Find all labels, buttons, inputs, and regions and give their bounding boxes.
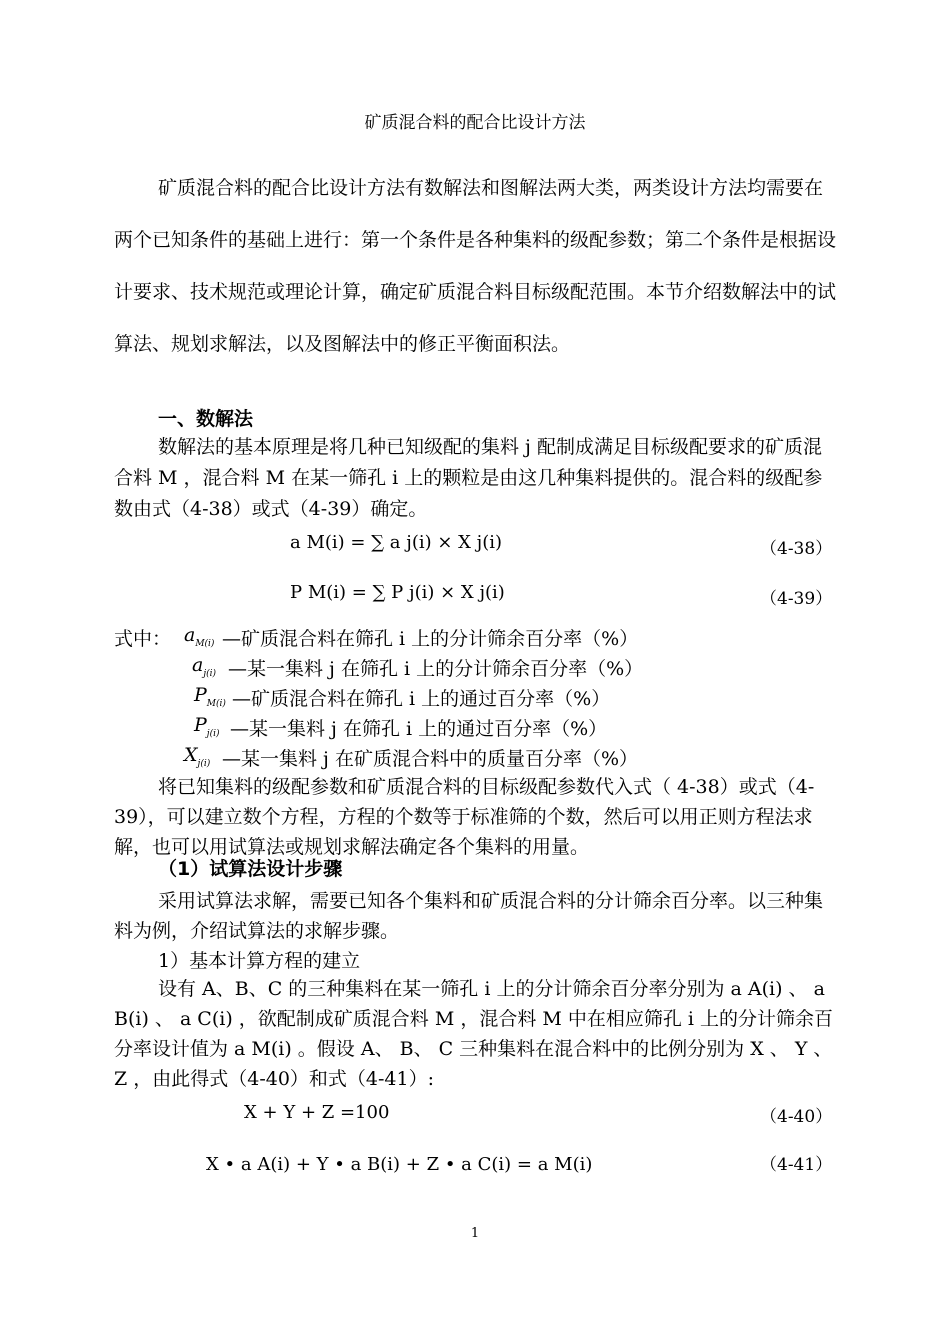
equation-number-4-38: （4-38） xyxy=(760,539,833,559)
definitions-prefix: 式中： xyxy=(114,628,172,650)
definition-symbol-Pji: $P_{j(i)}$ xyxy=(194,714,220,739)
equation-number-4-39: （4-39） xyxy=(760,589,833,609)
equations-paragraph: 将已知集料的级配参数和矿质混合料的目标级配参数代入式（ 4-38）或式（4-39），可以建立数个方程，方程的个数等于标准筛的个数，然后可以用正则方程法求解，也可以用试算法或规划求解法确定各个集料的用量。 xyxy=(114,776,815,858)
equation-number-4-40: （4-40） xyxy=(760,1107,833,1127)
definition-symbol-aji: $a_{j(i)}$ xyxy=(192,654,217,679)
equation-4-41: X • a A(i) + Y • a B(i) + Z • a C(i) = a M(i) xyxy=(206,1154,593,1175)
definition-PMi: —矿质混合料在筛孔 i 上的通过百分率（%） xyxy=(232,688,611,710)
definition-Xj: —某一集料 j 在矿质混合料中的质量百分率（%） xyxy=(222,748,639,770)
section-heading-trial-method: （1）试算法设计步骤 xyxy=(158,858,343,880)
equation-number-4-41: （4-41） xyxy=(760,1155,833,1175)
page-title: 矿质混合料的配合比设计方法 xyxy=(364,113,586,133)
definition-aji: —某一集料 j 在筛孔 i 上的分计筛余百分率（%） xyxy=(228,658,644,680)
numerical-method-paragraph: 数解法的基本原理是将几种已知级配的集料 j 配制成满足目标级配要求的矿质混合料 M ，混合料 M 在某一筛孔 i 上的颗粒是由这几种集料提供的。混合料的级配参数由式（4-38）或式（4-39）确定。 xyxy=(114,436,823,520)
step-1-heading: 1）基本计算方程的建立 xyxy=(158,950,361,972)
section-heading-numerical: 一、数解法 xyxy=(158,408,254,430)
page-number: 1 xyxy=(470,1226,480,1241)
equation-4-38: a M(i) = ∑ a j(i) × X j(i) xyxy=(290,532,503,553)
definition-symbol-aMi: $a_{M(i)}$ xyxy=(184,624,215,649)
equation-4-40: X + Y + Z =100 xyxy=(244,1102,390,1123)
definition-symbol-Xj: $X_{j(i)}$ xyxy=(184,744,211,769)
step-1-paragraph: 设有 A、B、C 的三种集料在某一筛孔 i 上的分计筛余百分率分别为 a A(i) 、 a B(i) 、 a C(i) ，欲配制成矿质混合料 M ，混合料 M 中在相应筛孔 i 上的分计筛余百分率设计值为 a M(i) 。假设 A、 B、 C 三种集料在混合料中的比例分别为 X 、 Y 、 Z ，由此得式（4-40）和式（4-41）: xyxy=(114,978,834,1090)
equation-4-39: P M(i) = ∑ P j(i) × X j(i) xyxy=(290,582,505,603)
definition-aMi: —矿质混合料在筛孔 i 上的分计筛余百分率（%） xyxy=(222,628,639,650)
intro-paragraph: 矿质混合料的配合比设计方法有数解法和图解法两大类，两类设计方法均需要在两个已知条件的基础上进行：第一个条件是各种集料的级配参数；第二个条件是根据设计要求、技术规范或理论计算，确定矿质混合料目标级配范围。本节介绍数解法中的试算法、规划求解法，以及图解法中的修正平衡面积法。 xyxy=(114,177,837,355)
definition-symbol-PMi: $P_{M(i)}$ xyxy=(194,684,226,709)
definition-Pji: —某一集料 j 在筛孔 i 上的通过百分率（%） xyxy=(230,718,608,740)
trial-method-paragraph: 采用试算法求解，需要已知各个集料和矿质混合料的分计筛余百分率。以三种集料为例，介绍试算法的求解步骤。 xyxy=(114,890,824,942)
